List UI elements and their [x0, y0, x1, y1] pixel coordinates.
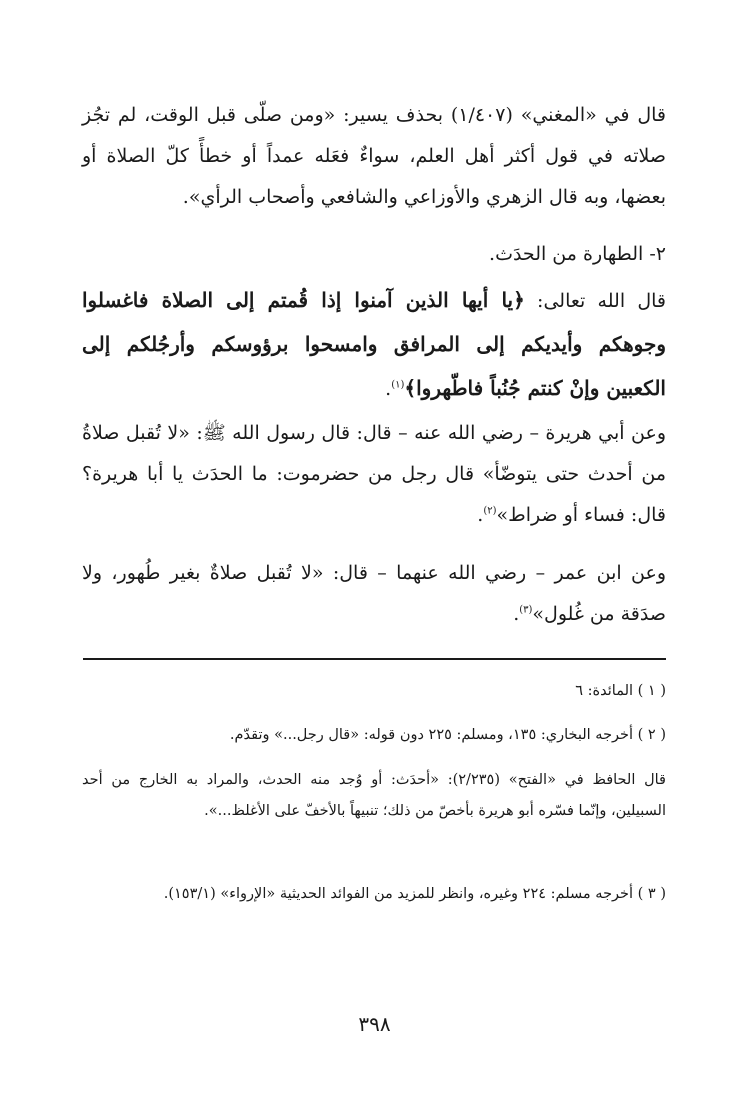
- footnote-ref-3: (٣): [519, 604, 533, 616]
- footnote-2: ( ٢ ) أخرجه البخاري: ١٣٥، ومسلم: ٢٢٥ دون قوله: «قال رجل...» وتقدّم.: [229, 727, 666, 743]
- page-number: ٣٩٨: [358, 1012, 391, 1036]
- footnote-ref-1: (١): [391, 379, 405, 391]
- hadith-1-text: وعن أبي هريرة – رضي الله عنه – قال: قال رسول الله ﷺ: «لا تُقبل صلاةُ من أحدث حتى يتوضّأ» قال رجل من حضرموت: ما الحدَث يا أبا هريرة؟ قال: فساء أو ضراط»: [82, 422, 666, 526]
- footnote-divider: [83, 658, 666, 660]
- paragraph-hadith-ibn-umar: [82, 553, 666, 635]
- paragraph-hadith-abu-hurayra: [82, 413, 666, 536]
- section-heading: ٢- الطهارة من الحدَث.: [489, 243, 666, 265]
- hadith-2-text: وعن ابن عمر – رضي الله عنهما – قال: «لا تُقبل صلاةٌ بغير طُهور، ولا صدَقة من غُلول»: [82, 562, 666, 625]
- hadith-2-end: .: [513, 603, 520, 625]
- verse-intro: قال الله تعالى:: [524, 290, 666, 312]
- paragraph-mughni-quote: قال في «المغني» (١/٤٠٧) بحذف يسير: «ومن صلّى قبل الوقت، لم تجُز صلاته في قول أكثر أهل العلم، سواءٌ فعَله عمداً أو خطأً كلّ الصلاة أو بعضها، وبه قال الزهري والأوزاعي والشافعي وأصحاب الرأي».: [82, 104, 666, 208]
- quran-verse-text: ﴿يا أيها الذين آمنوا إذا قُمتم إلى الصلاة فاغسلوا وجوهكم وأيديكم إلى المرافق وامسحوا برؤوسكم وأرجُلكم إلى الكعبين وإنْ كنتم جُنُباً فاطّهروا﴾: [82, 288, 666, 400]
- paragraph-quran-verse: [82, 279, 666, 411]
- footnote-ref-2: (٢): [483, 505, 497, 517]
- footnote-2-note: قال الحافظ في «الفتح» (٢/٢٣٥): «أحدَث: أو وُجد منه الحدث، والمراد به الخارج من أحد السبيلين، وإنّما فسّره أبو هريرة بأخصّ من ذلك؛ تنبيهاً بالأخفّ على الأغلظ...».: [82, 772, 666, 819]
- footnote-1: ( ١ ) المائدة: ٦: [575, 683, 666, 699]
- footnote-3: ( ٣ ) أخرجه مسلم: ٢٢٤ وغيره، وانظر للمزيد من الفوائد الحديثية «الإرواء» (١٥٣/١).: [163, 886, 666, 902]
- hadith-1-end: .: [477, 504, 484, 526]
- verse-end: .: [385, 378, 392, 400]
